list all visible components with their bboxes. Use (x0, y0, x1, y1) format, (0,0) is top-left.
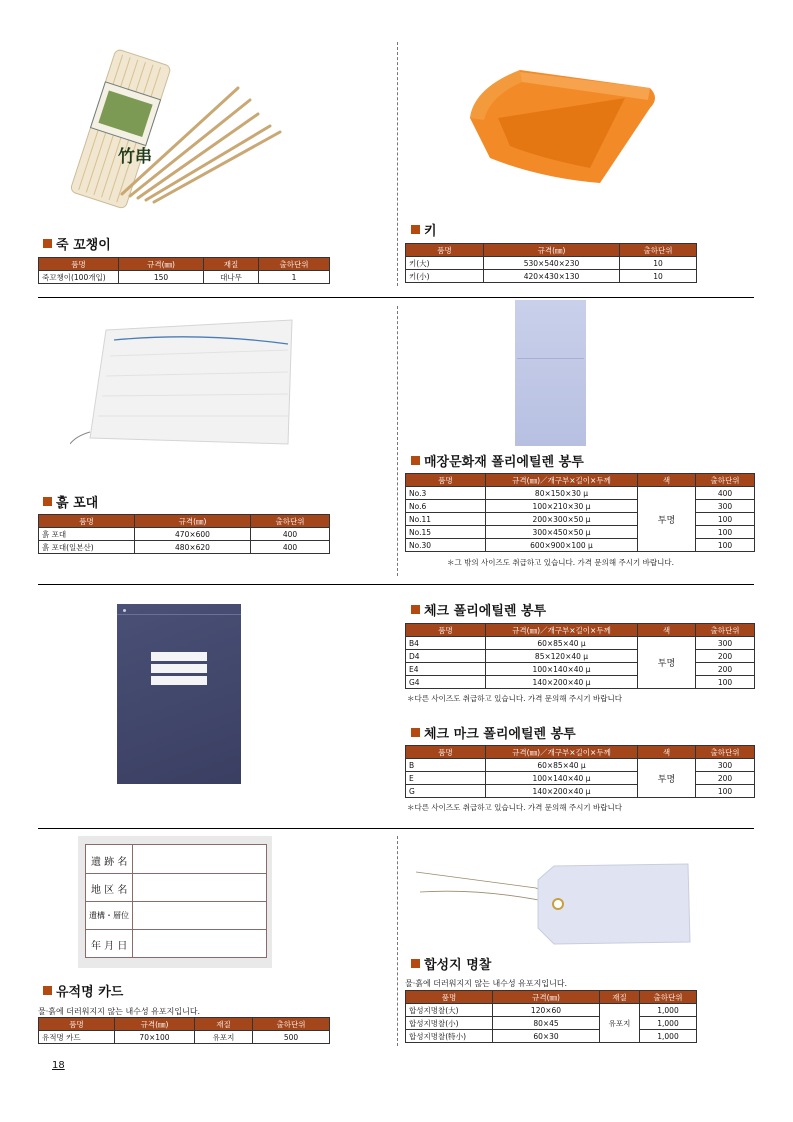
item-size: 140×200×40 μ (486, 676, 638, 689)
table-row (406, 500, 755, 513)
header-cell: 품명 (39, 515, 135, 528)
item-name: G4 (406, 676, 486, 689)
header-cell: 규격(㎜) (119, 258, 204, 271)
item-size: 70×100 (115, 1031, 195, 1044)
table-row (406, 526, 755, 539)
column-divider (397, 836, 398, 1046)
header-cell: 규격(㎜)／개구부×길이×두께 (486, 474, 638, 487)
section-divider (38, 297, 754, 298)
item-size: 60×85×40 μ (486, 759, 638, 772)
item-unit: 200 (696, 663, 755, 676)
item-unit: 10 (620, 270, 697, 283)
item-size: 85×120×40 μ (486, 650, 638, 663)
write-label (151, 652, 207, 661)
item-size: 120×60 (493, 1004, 600, 1017)
item-unit: 400 (696, 487, 755, 500)
table-row (406, 1004, 697, 1017)
item-name: D4 (406, 650, 486, 663)
header-cell: 색 (638, 746, 696, 759)
write-label (151, 664, 207, 673)
skewer-pack-label: 竹串 (118, 147, 152, 167)
table-row (406, 487, 755, 500)
skewer-spec-table (38, 257, 330, 284)
site-card-desc: 물·흙에 더러워지지 않는 내수성 유포지입니다. (38, 1007, 201, 1016)
item-unit: 100 (696, 513, 755, 526)
item-size: 60×85×40 μ (486, 637, 638, 650)
item-size: 530×540×230 (484, 257, 620, 270)
header-cell: 품명 (406, 746, 486, 759)
bullet-square-icon (411, 728, 420, 737)
table-row (406, 270, 697, 283)
item-size: 100×210×30 μ (486, 500, 638, 513)
bag-fold-line (517, 358, 584, 359)
header-cell: 출하단위 (696, 624, 755, 637)
skewer-image (60, 44, 290, 216)
item-size: 80×150×30 μ (486, 487, 638, 500)
header-cell: 규격(㎜) (484, 244, 620, 257)
column-divider (397, 42, 398, 286)
item-unit: 10 (620, 257, 697, 270)
soil-bag-title (43, 492, 98, 511)
header-cell: 품명 (406, 474, 486, 487)
item-name: 키(小) (406, 270, 484, 283)
table-row (406, 1017, 697, 1030)
item-material: 유포지 (600, 1004, 640, 1043)
bag-zip-line (117, 614, 241, 615)
table-row (406, 772, 755, 785)
item-unit: 100 (696, 676, 755, 689)
header-cell: 품명 (406, 624, 486, 637)
item-unit: 100 (696, 785, 755, 798)
name-tag-spec-table (405, 990, 697, 1043)
table-row (406, 785, 755, 798)
table-row (39, 528, 330, 541)
item-size: 80×45 (493, 1017, 600, 1030)
header-cell: 출하단위 (696, 474, 755, 487)
item-unit: 300 (696, 500, 755, 513)
header-cell: 출하단위 (253, 1018, 330, 1031)
table-row (406, 539, 755, 552)
item-name: 죽꼬챙이(100개입) (39, 271, 119, 284)
header-cell: 출하단위 (620, 244, 697, 257)
item-name: No.3 (406, 487, 486, 500)
bullet-square-icon (411, 456, 420, 465)
table-row (39, 1031, 330, 1044)
check-mark-bag-spec-table (405, 745, 755, 798)
header-cell: 색 (638, 624, 696, 637)
header-cell: 출하단위 (640, 991, 697, 1004)
check-bag-spec-table (405, 623, 755, 689)
item-name: E (406, 772, 486, 785)
item-unit: 1 (259, 271, 330, 284)
header-cell: 출하단위 (259, 258, 330, 271)
header-cell: 재질 (195, 1018, 253, 1031)
item-name: No.15 (406, 526, 486, 539)
item-name: 합성지명찰(小) (406, 1017, 493, 1030)
item-size: 420×430×130 (484, 270, 620, 283)
bullet-square-icon (43, 986, 52, 995)
table-row (406, 663, 755, 676)
item-size: 300×450×50 μ (486, 526, 638, 539)
table-row (406, 513, 755, 526)
item-name: No.11 (406, 513, 486, 526)
item-unit: 100 (696, 539, 755, 552)
header-cell: 규격(㎜)／개구부×길이×두께 (486, 746, 638, 759)
check-mark-bag-note: ＊다른 사이즈도 취급하고 있습니다. 가격 문의해 주시기 바랍니다 (407, 803, 622, 812)
header-cell: 규격(㎜)／개구부×길이×두께 (486, 624, 638, 637)
name-tag-title-text: 합성지 명찰 (424, 958, 492, 973)
item-color: 투명 (638, 487, 696, 552)
item-name: 키(大) (406, 257, 484, 270)
site-card-spec-table (38, 1017, 330, 1044)
name-tag-desc: 물·흙에 더러워지지 않는 내수성 유포지입니다. (405, 979, 568, 988)
site-card-image (78, 836, 272, 968)
bag-hole (123, 609, 126, 612)
item-name: 유적명 카드 (39, 1031, 115, 1044)
item-name: B4 (406, 637, 486, 650)
dustpan-title-text: 키 (424, 224, 437, 239)
header-cell: 규격(㎜) (493, 991, 600, 1004)
item-size: 150 (119, 271, 204, 284)
item-name: 흙 포대(일본산) (39, 541, 135, 554)
check-bag-title (411, 600, 546, 619)
item-size: 600×900×100 μ (486, 539, 638, 552)
dustpan-title (411, 220, 437, 239)
item-size: 140×200×40 μ (486, 785, 638, 798)
card-label: 地 区 名 (91, 885, 128, 896)
header-cell: 재질 (204, 258, 259, 271)
item-unit: 400 (251, 528, 330, 541)
item-unit: 1,000 (640, 1030, 697, 1043)
item-material: 대나무 (204, 271, 259, 284)
dustpan-image (450, 58, 660, 188)
skewer-title (43, 234, 111, 253)
item-unit: 200 (696, 772, 755, 785)
item-name: No.6 (406, 500, 486, 513)
table-row (39, 271, 330, 284)
card-label: 遺構・層位 (89, 911, 129, 920)
item-size: 60×30 (493, 1030, 600, 1043)
item-name: No.30 (406, 539, 486, 552)
item-unit: 300 (696, 759, 755, 772)
check-bag-title-text: 체크 폴리에틸렌 봉투 (424, 604, 547, 619)
page-number: 18 (52, 1060, 65, 1071)
write-label (151, 676, 207, 685)
table-row (406, 637, 755, 650)
item-unit: 200 (696, 650, 755, 663)
artifact-bag-note: ＊그 밖의 사이즈도 취급하고 있습니다. 가격 문의해 주시기 바랍니다. (447, 558, 674, 567)
item-size: 470×600 (135, 528, 251, 541)
check-bag-image (117, 604, 241, 784)
item-unit: 400 (251, 541, 330, 554)
item-size: 100×140×40 μ (486, 663, 638, 676)
header-cell: 품명 (39, 1018, 115, 1031)
table-row (39, 541, 330, 554)
site-card-title-text: 유적명 카드 (56, 985, 124, 1000)
card-label: 遺 跡 名 (91, 857, 128, 868)
artifact-bag-image (515, 300, 586, 446)
card-divider (86, 929, 266, 930)
skewer-title-text: 죽 꼬챙이 (56, 238, 111, 253)
section-divider (38, 828, 754, 829)
item-color: 투명 (638, 759, 696, 798)
header-cell: 색 (638, 474, 696, 487)
card-divider (86, 901, 266, 902)
check-bag-note: ＊다른 사이즈도 취급하고 있습니다. 가격 문의해 주시기 바랍니다 (407, 694, 622, 703)
card-divider (86, 873, 266, 874)
item-name: 합성지명찰(特小) (406, 1030, 493, 1043)
item-name: G (406, 785, 486, 798)
section-divider (38, 584, 754, 585)
soil-bag-spec-table (38, 514, 330, 554)
header-cell: 품명 (406, 244, 484, 257)
item-unit: 100 (696, 526, 755, 539)
bullet-square-icon (411, 225, 420, 234)
item-unit: 500 (253, 1031, 330, 1044)
item-material: 유포지 (195, 1031, 253, 1044)
column-divider (397, 306, 398, 576)
header-cell: 재질 (600, 991, 640, 1004)
name-tag-image (416, 858, 696, 948)
name-tag-title (411, 954, 491, 973)
item-color: 투명 (638, 637, 696, 689)
soil-bag-title-text: 흙 포대 (56, 496, 99, 511)
bullet-square-icon (43, 497, 52, 506)
header-cell: 규격(㎜) (135, 515, 251, 528)
soil-bag-image (70, 316, 302, 452)
item-size: 200×300×50 μ (486, 513, 638, 526)
table-row (406, 1030, 697, 1043)
bullet-square-icon (411, 605, 420, 614)
item-size: 100×140×40 μ (486, 772, 638, 785)
header-cell: 품명 (406, 991, 493, 1004)
item-unit: 300 (696, 637, 755, 650)
item-name: 흙 포대 (39, 528, 135, 541)
table-row (406, 257, 697, 270)
header-cell: 출하단위 (251, 515, 330, 528)
bullet-square-icon (411, 959, 420, 968)
item-size: 480×620 (135, 541, 251, 554)
header-cell: 규격(㎜) (115, 1018, 195, 1031)
artifact-bag-title (411, 451, 584, 470)
item-name: B (406, 759, 486, 772)
item-unit: 1,000 (640, 1017, 697, 1030)
header-cell: 품명 (39, 258, 119, 271)
check-mark-bag-title (411, 723, 576, 742)
check-mark-bag-title-text: 체크 마크 폴리에틸렌 봉투 (424, 727, 576, 742)
header-cell: 출하단위 (696, 746, 755, 759)
artifact-bag-title-text: 매장문화재 폴리에틸렌 봉투 (424, 455, 584, 470)
table-row (406, 759, 755, 772)
table-row (406, 650, 755, 663)
item-name: E4 (406, 663, 486, 676)
item-name: 합성지명찰(大) (406, 1004, 493, 1017)
card-frame (85, 844, 267, 958)
artifact-bag-spec-table (405, 473, 755, 552)
card-label: 年 月 日 (91, 941, 128, 952)
item-unit: 1,000 (640, 1004, 697, 1017)
dustpan-spec-table (405, 243, 697, 283)
table-row (406, 676, 755, 689)
bullet-square-icon (43, 239, 52, 248)
site-card-title (43, 981, 123, 1000)
